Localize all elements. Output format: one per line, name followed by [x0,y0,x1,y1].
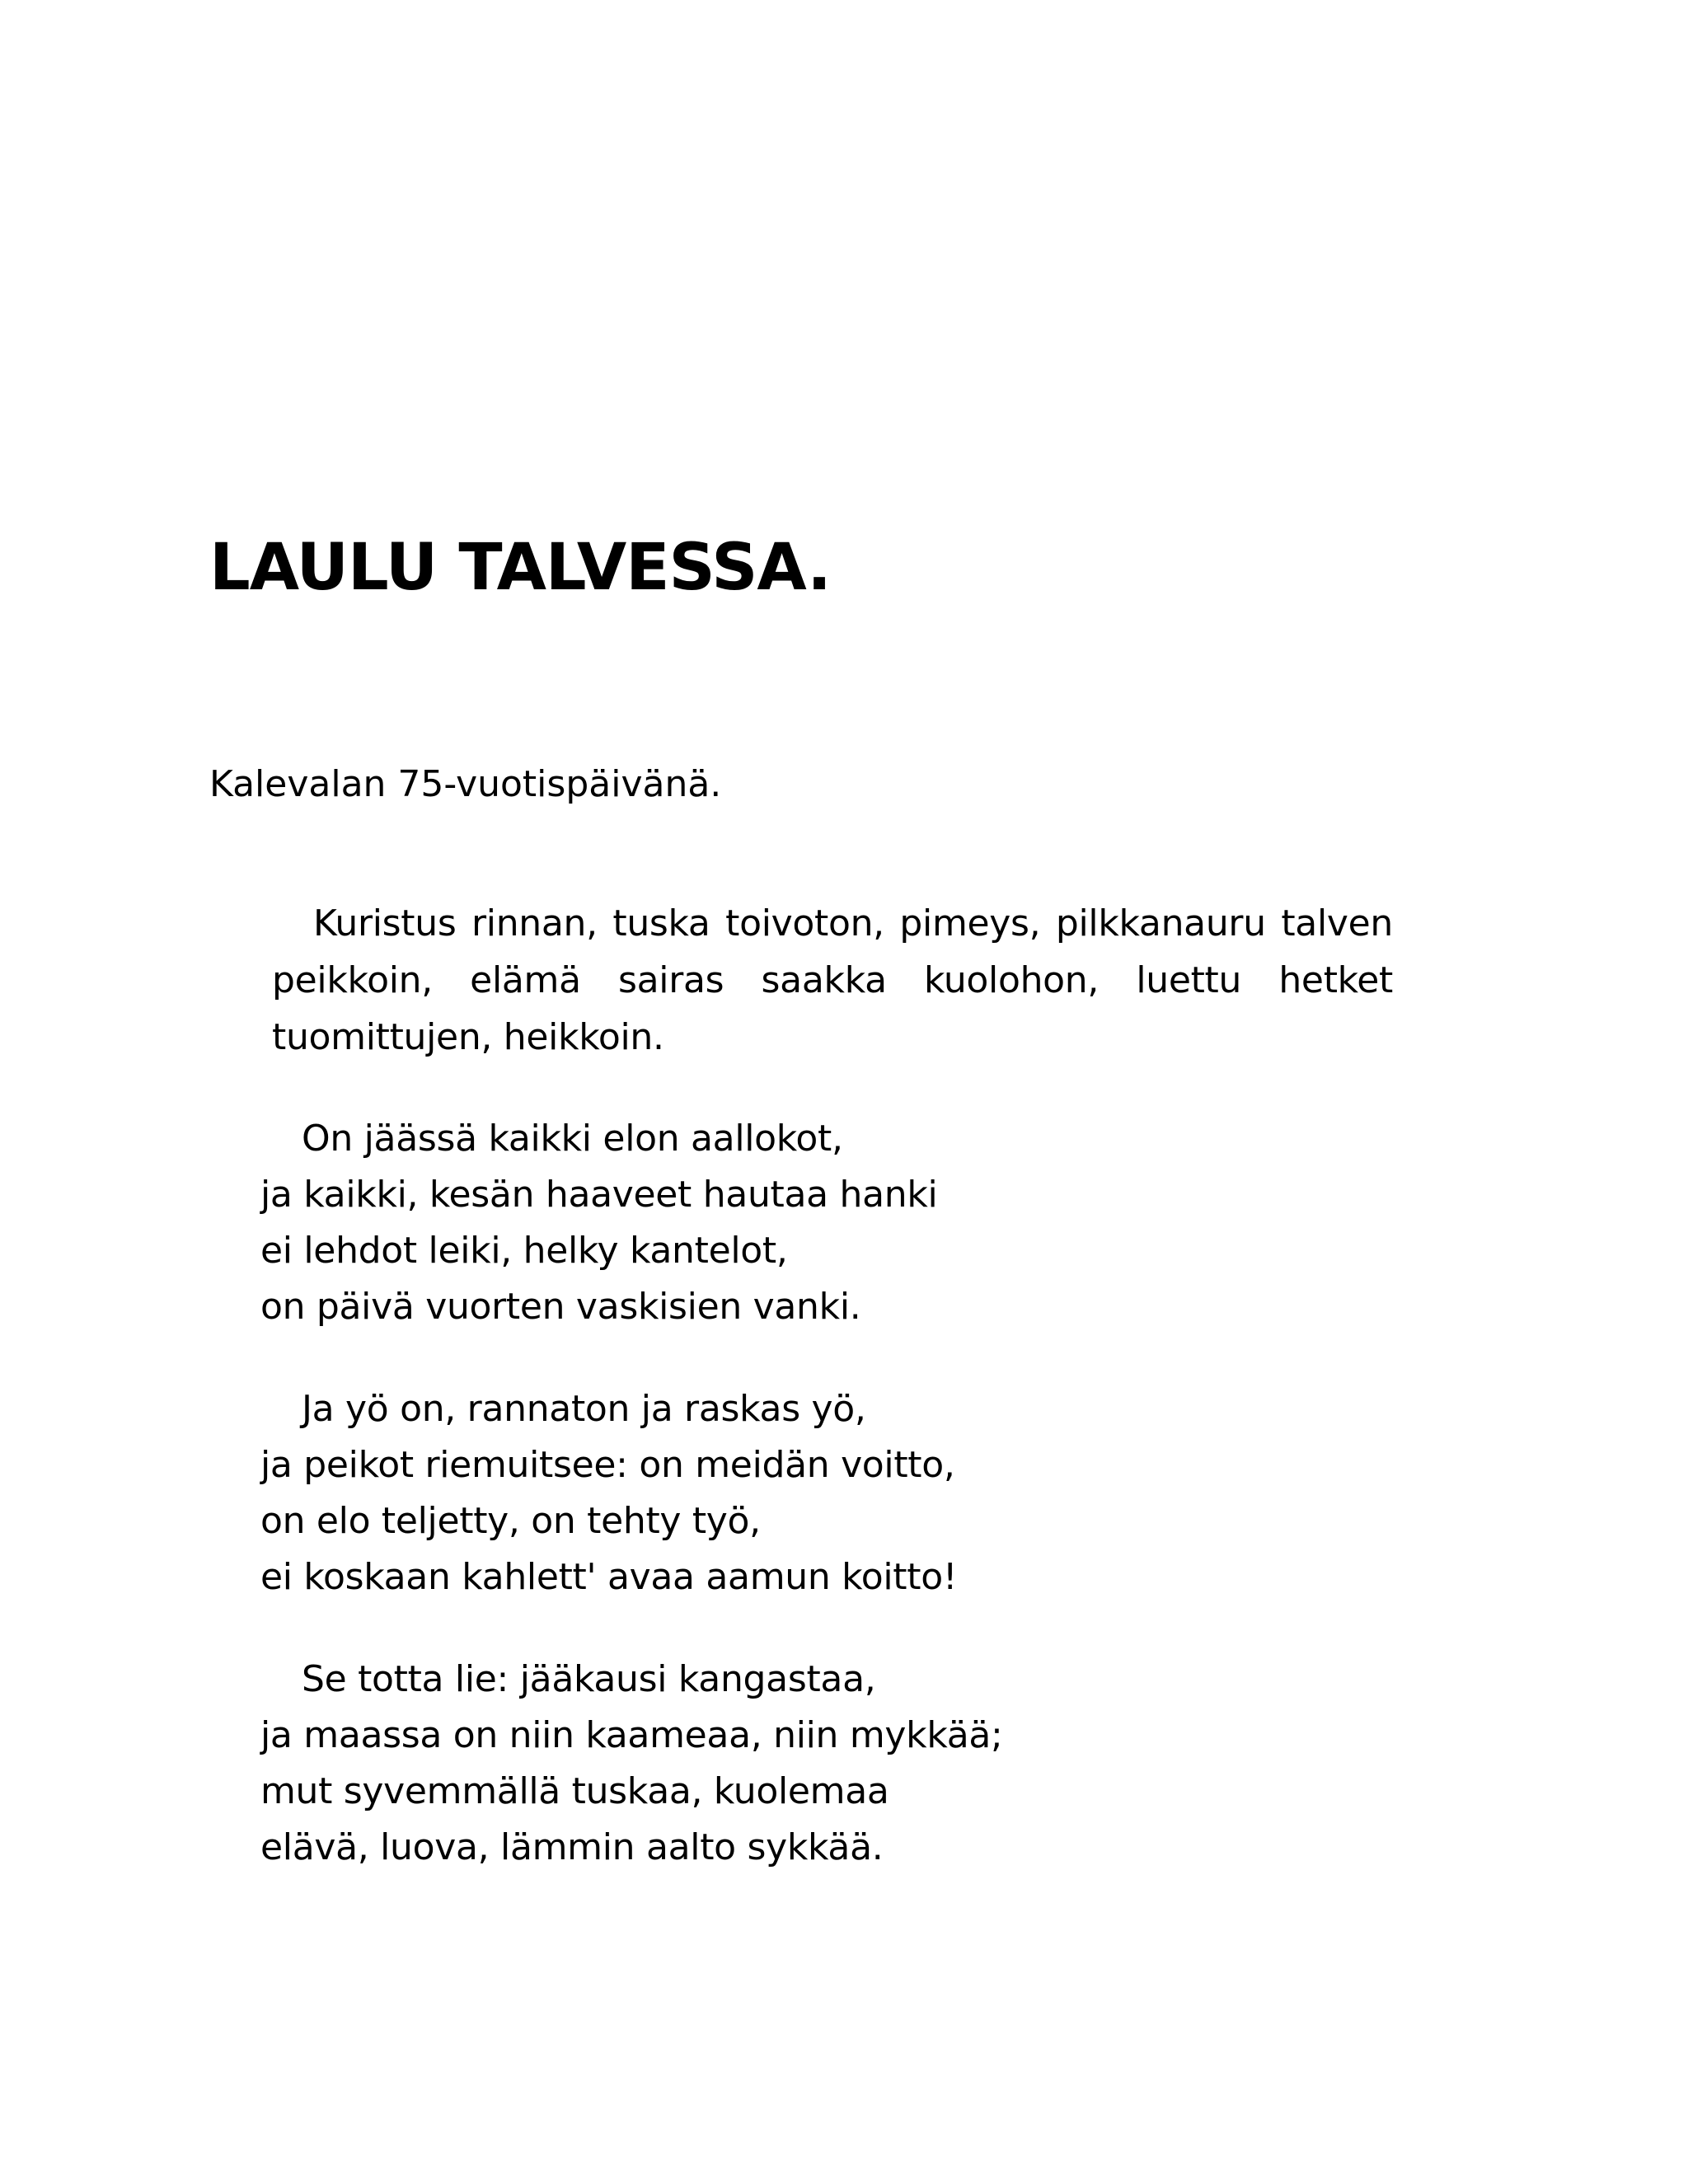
stanza-line: ja kaikki, kesän haaveet hautaa hanki [260,1174,938,1216]
stanza-line: On jäässä kaikki elon aallokot, [302,1118,843,1160]
poem-stanza-2 [260,1381,957,1605]
stanza-line: ja maassa on niin kaameaa, niin mykkää; [260,1714,1003,1756]
stanza-line: on päivä vuorten vaskisien vanki. [260,1286,861,1328]
poem-intro-paragraph: Kuristus rinnan, tuska toivoton, pimeys, pilkkanauru talven peikkoin, elämä sairas saakka kuolohon, luettu hetket tuomittujen, heikkoin. [272,902,1393,1058]
poem-stanza-1 [260,1111,937,1335]
poem-stanza-3 [260,1652,1003,1876]
poem-subtitle: Kalevalan 75-vuotispäivänä. [209,763,722,805]
stanza-line: Se totta lie: jääkausi kangastaa, [302,1658,876,1700]
stanza-line: elävä, luova, lämmin aalto sykkää. [260,1826,884,1868]
stanza-line: ei koskaan kahlett' avaa aamun koitto! [260,1556,958,1598]
poem-title: LAULU TALVESSA. [209,531,831,605]
stanza-line: ja peikot riemuitsee: on meidän voitto, [260,1444,955,1486]
stanza-line: on elo teljetty, on tehty työ, [260,1500,761,1542]
stanza-line: ei lehdot leiki, helky kantelot, [260,1230,788,1272]
stanza-line: Ja yö on, rannaton ja raskas yö, [302,1388,866,1430]
stanza-line: mut syvemmällä tuskaa, kuolemaa [260,1770,889,1812]
